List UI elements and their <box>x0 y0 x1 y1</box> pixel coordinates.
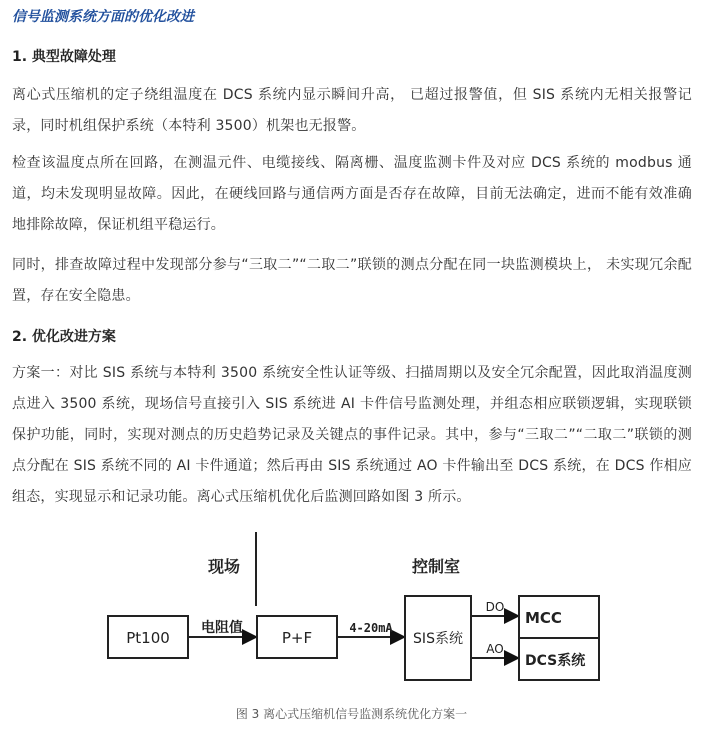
sis-label: SIS系统 <box>413 631 463 647</box>
article-title: 信号监测系统方面的优化改进 <box>12 9 194 25</box>
figure-caption: 图 3 离心式压缩机信号监测系统优化方案一 <box>235 707 468 721</box>
control-room-label: 控制室 <box>412 557 461 576</box>
dcs-label: DCS系统 <box>525 653 586 669</box>
mcc-label: MCC <box>525 609 562 627</box>
paragraph-fault-check: 检查该温度点所在回路，在测温元件、电缆接线、隔离栅、温度监测卡件及对应 DCS 系统的 modbus 通道，均未发现明显故障。因此，在硬线回路与通信两方面是否存在故障，目前无法确定，进而不能有效准确地排除故障，保证机组平稳运行。 <box>12 155 692 233</box>
section-1-heading: 1. 典型故障处理 <box>12 49 116 65</box>
section-2-heading: 2. 优化改进方案 <box>12 329 116 345</box>
pt100-label: Pt100 <box>126 629 170 647</box>
ao-label: AO <box>486 642 504 656</box>
monitoring-loop-diagram <box>100 528 610 698</box>
resistance-label: 电阻值 <box>201 620 243 636</box>
paragraph-scheme-one: 方案一：对比 SIS 系统与本特利 3500 系统安全性认证等级、扫描周期以及安全冗余配置，因此取消温度测点进入 3500 系统，现场信号直接引入 SIS 系统进 AI 卡件信号监测处理，并组态相应联锁逻辑，实现联锁保护功能，同时，实现对测点的历史趋势记录及关键点的事件记录。其中，参与“三取二”“二取二”联锁的测点分配在 SIS 系统不同的 AI 卡件通道；然后再由 SIS 系统通过 AO 卡件输出至 DCS 系统，在 DCS 作相应组态，实现显示和记录功能。离心式压缩机优化后监测回路如图 3 所示。 <box>12 365 692 505</box>
do-label: DO <box>485 600 505 614</box>
paragraph-redundancy-issue: 同时，排查故障过程中发现部分参与“三取二”“二取二”联锁的测点分配在同一块监测模块上， 未实现冗余配置，存在安全隐患。 <box>12 257 692 304</box>
pf-label: P+F <box>281 629 313 647</box>
current-label: 4-20mA <box>349 621 393 635</box>
field-label: 现场 <box>208 557 241 576</box>
paragraph-fault-description: 离心式压缩机的定子绕组温度在 DCS 系统内显示瞬间升高， 已超过报警值，但 SIS 系统内无相关报警记录，同时机组保护系统（本特利 3500）机架也无报警。 <box>12 87 692 134</box>
